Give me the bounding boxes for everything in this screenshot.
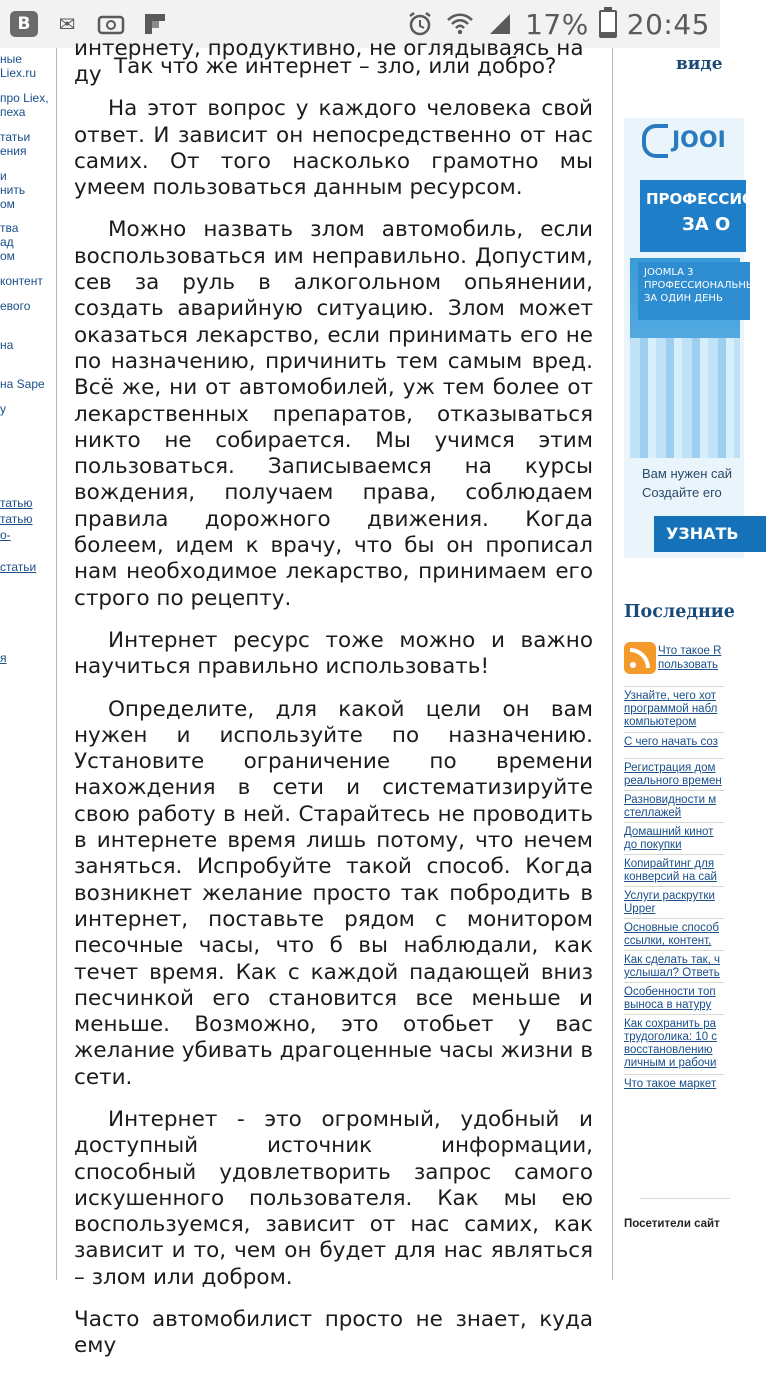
- left-sidebar-link[interactable]: ения: [0, 144, 27, 158]
- latest-post-link[interactable]: Домашний кинот: [624, 826, 714, 838]
- article-paragraph: Так что же интернет – зло, или добро?: [114, 54, 557, 79]
- latest-post-link[interactable]: конверсий на сай: [624, 871, 717, 883]
- article-paragraph: Интернет - это огромный, удобный и доступный источник информации, способный удовлетворить запрос самого искушенного пользователя. Как мы ею воспользуемся, зависит от нас самих, как зависит и то, чем он будет для нас являться – злом или добром.: [74, 1106, 593, 1290]
- latest-post-link[interactable]: до покупки: [624, 839, 682, 851]
- article-body: [74, 36, 593, 1376]
- latest-post-item[interactable]: [624, 854, 724, 886]
- latest-post-item[interactable]: [624, 918, 724, 950]
- left-sidebar-link[interactable]: контент: [0, 274, 43, 288]
- vk-icon: В: [10, 11, 38, 37]
- alarm-icon: [405, 11, 435, 37]
- latest-post-link[interactable]: С чего начать соз: [624, 736, 718, 748]
- article-paragraph: Можно назвать злом автомобиль, если воспользоваться им неправильно. Допустим, сев за руль в алкогольном опьянении, создать аварийную ситуацию. Злом может оказаться лекарство, если принимать его не по назначению, причинить тем самым вред. Всё же, ни от автомобилей, уж тем более от лекарственных препаратов, отказываться никто не собирается. Мы учимся этим пользоваться. Записываемся на курсы вождения, получаем права, соблюдаем правила дорожного движения. Когда болеем, идем к врачу, что бы он прописал нам необходимое лекарство, принимаем его строго по рецепту.: [74, 217, 593, 611]
- ad-text: Вам нужен сай Создайте его: [642, 466, 732, 500]
- left-sidebar-link[interactable]: Liex.ru: [0, 66, 37, 80]
- left-sidebar-link[interactable]: тва: [0, 221, 19, 235]
- article-paragraph: Определите, для какой цели он вам нужен и используйте по назначению. Установите ограничение по времени нахождения в сети и систематизируйте свою работу в ней. Старайтесь не проводить в интернете время лишь потому, что нечем заняться. Испробуйте такой способ. Когда возникнет желание просто так побродить в интернет, поставьте рядом с монитором песочные часы, что б вы наблюдали, как течет время. Как с каждой падающей вниз песчинкой его становится все меньше и меньше. Возможно, это отобьет у вас желание убивать драгоценные часы жизни в сети.: [74, 696, 593, 1090]
- left-sidebar-link[interactable]: нить: [0, 183, 26, 197]
- latest-post-link[interactable]: Upper: [624, 903, 656, 915]
- email-at-icon: [96, 11, 126, 37]
- rss-icon[interactable]: [624, 642, 656, 674]
- latest-post-link[interactable]: Что такое маркет: [624, 1078, 717, 1090]
- latest-post-link[interactable]: Как сохранить ра: [624, 1018, 717, 1030]
- ad-city-illustration: [630, 338, 740, 458]
- latest-post-item[interactable]: [624, 886, 724, 918]
- latest-post-link[interactable]: Как сделать так, ч: [624, 954, 721, 966]
- left-sidebar-link[interactable]: на: [0, 338, 14, 352]
- battery-icon: [599, 10, 617, 38]
- left-sidebar-link[interactable]: ом: [0, 249, 15, 263]
- rss-link[interactable]: Что такое R пользовать: [658, 645, 722, 671]
- latest-post-link[interactable]: программой набл: [624, 703, 718, 715]
- left-sidebar-link[interactable]: у: [0, 402, 6, 416]
- latest-post-item[interactable]: [624, 1074, 724, 1100]
- left-sidebar-link[interactable]: евого: [0, 299, 31, 313]
- latest-post-link[interactable]: компьютером: [624, 716, 697, 728]
- latest-post-link[interactable]: Копирайтинг для: [624, 858, 715, 870]
- latest-post-item[interactable]: [624, 686, 724, 732]
- latest-post-link[interactable]: услышал? Ответь: [624, 967, 720, 979]
- cell-signal-icon: [485, 11, 515, 37]
- ad-product-label: JOOMLA 3 ПРОФЕССИОНАЛЬНЫЙ С ЗА ОДИН ДЕНЬ: [638, 262, 750, 320]
- sidebar-divider: [640, 1198, 730, 1199]
- latest-post-item[interactable]: [624, 950, 724, 982]
- left-sidebar-link[interactable]: и: [0, 169, 7, 183]
- ad-headline: ПРОФЕССИО ЗА О: [640, 180, 746, 252]
- right-sidebar: [612, 48, 772, 1280]
- visitors-heading: Посетители сайт: [624, 1218, 720, 1230]
- joomla-logo: JOOI: [642, 124, 726, 158]
- article-paragraph: Часто автомобилист просто не знает, куда ему: [74, 1307, 593, 1359]
- latest-post-link[interactable]: личным и рабочи: [624, 1057, 717, 1069]
- left-sidebar-link[interactable]: ом: [0, 197, 15, 211]
- latest-post-item[interactable]: [624, 982, 724, 1014]
- wifi-icon: [445, 11, 475, 37]
- latest-post-item[interactable]: [624, 732, 724, 758]
- left-sidebar-link[interactable]: на Sape: [0, 377, 45, 391]
- left-sidebar-link[interactable]: ные: [0, 52, 22, 66]
- left-sidebar-link[interactable]: про Liex,: [0, 91, 49, 105]
- latest-post-link[interactable]: реального времен: [624, 775, 722, 787]
- article-paragraph: На этот вопрос у каждого человека свой ответ. И зависит он непосредственно от нас самих. От того насколько грамотно мы умеем пользоваться данным ресурсом.: [74, 96, 593, 201]
- left-sidebar-link[interactable]: татьи: [0, 130, 31, 144]
- article-cut-line: интернету, продуктивно, не оглядываясь на ду: [74, 36, 584, 88]
- flipboard-icon: [140, 11, 170, 37]
- latest-post-link[interactable]: Разновидности м: [624, 794, 717, 806]
- latest-post-item[interactable]: [624, 758, 724, 790]
- latest-post-link[interactable]: Основные способ: [624, 922, 719, 934]
- left-sidebar-link[interactable]: я: [0, 651, 7, 665]
- latest-post-link[interactable]: Регистрация дом: [624, 762, 716, 774]
- latest-posts-list: [624, 686, 724, 1100]
- latest-post-link[interactable]: выноса в натуру: [624, 999, 712, 1011]
- article-paragraph: Интернет ресурс тоже можно и важно научиться правильно использовать!: [74, 627, 593, 680]
- left-sidebar-link[interactable]: о-: [0, 528, 11, 542]
- left-sidebar-link[interactable]: татью: [0, 496, 33, 510]
- latest-post-link[interactable]: Узнайте, чего хот: [624, 690, 716, 702]
- latest-post-item[interactable]: [624, 822, 724, 854]
- left-sidebar: [0, 48, 50, 1280]
- latest-posts-heading: Последние: [624, 602, 735, 622]
- latest-post-link[interactable]: ссылки, контент,: [624, 935, 712, 947]
- clock: 20:45: [626, 7, 710, 41]
- latest-post-link[interactable]: трудоголика: 10 с: [624, 1031, 718, 1043]
- latest-post-link[interactable]: Услуги раскрутки: [624, 890, 715, 902]
- left-sidebar-link[interactable]: татью: [0, 512, 33, 526]
- video-heading: виде: [676, 54, 723, 74]
- left-sidebar-link[interactable]: статьи: [0, 560, 37, 574]
- latest-post-link[interactable]: стеллажей: [624, 807, 682, 819]
- latest-post-link[interactable]: Особенности топ: [624, 986, 716, 998]
- latest-post-item[interactable]: [624, 1014, 724, 1074]
- battery-percent: 17%: [525, 7, 589, 41]
- latest-post-link[interactable]: восстановлению: [624, 1044, 713, 1056]
- left-sidebar-link[interactable]: ад: [0, 235, 14, 249]
- joomla-ad-banner[interactable]: [624, 118, 772, 558]
- left-sidebar-link[interactable]: пеха: [0, 105, 26, 119]
- article-column: [56, 36, 613, 1359]
- latest-post-item[interactable]: [624, 790, 724, 822]
- mail-icon: ✉: [58, 12, 76, 36]
- ad-learn-more-button[interactable]: УЗНАТЬ: [654, 516, 766, 552]
